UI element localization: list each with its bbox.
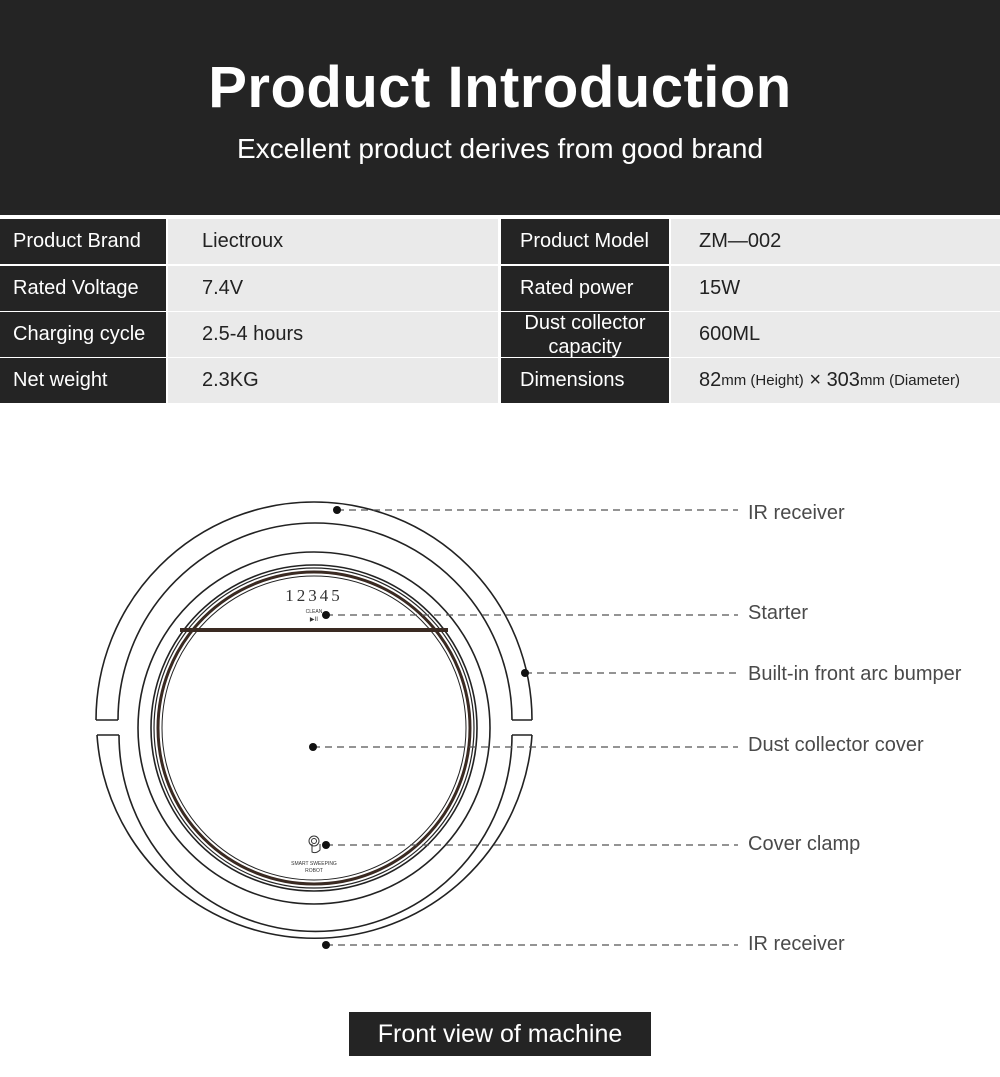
bumper-inner-ring-lower: [119, 735, 512, 931]
callout-starter: Starter: [748, 602, 809, 624]
robot-diagram: [0, 440, 1000, 1000]
robot-brand-line1: SMART SWEEPING: [291, 861, 337, 867]
callout-dot-ir-bottom: [322, 941, 330, 949]
spec-value: 15W: [671, 266, 1000, 311]
callout-front-bumper: Built-in front arc bumper: [748, 663, 962, 685]
spec-value-dimensions: [671, 358, 1000, 403]
spec-label: Charging cycle: [0, 312, 166, 357]
spec-label: Product Brand: [0, 219, 166, 264]
callout-ir-receiver-top: IR receiver: [748, 502, 845, 524]
spec-table: [0, 219, 1000, 405]
callout-dust-collector-cover: Dust collector cover: [748, 734, 924, 756]
callout-dot-dust-cover: [309, 743, 317, 751]
page-title: Product Introduction: [208, 55, 792, 120]
diagram-caption: Front view of machine: [349, 1012, 651, 1056]
dimension-diameter-unit: mm (Diameter): [859, 372, 960, 389]
header-banner: [0, 0, 1000, 215]
spec-row: [0, 266, 1000, 311]
spec-value: 600ML: [671, 312, 1000, 357]
spec-label-line: Dust collector: [524, 311, 646, 334]
callout-dot-starter: [322, 611, 330, 619]
spec-label: [501, 312, 669, 357]
play-pause-icon: ▶II: [309, 616, 319, 623]
mode-numbers: 12345: [285, 586, 343, 605]
callout-dot-ir-top: [333, 506, 341, 514]
spec-value: Liectroux: [168, 219, 498, 264]
spec-row: [0, 219, 1000, 264]
callout-dot-bumper: [521, 669, 529, 677]
spec-label: Product Model: [501, 219, 669, 264]
dimension-height-unit: mm (Height): [721, 372, 804, 389]
callout-dot-cover-clamp: [322, 841, 330, 849]
dimension-height-number: 82: [699, 369, 722, 391]
spec-label-line: capacity: [548, 335, 622, 358]
spec-label: Rated Voltage: [0, 266, 166, 311]
spec-value: 2.5-4 hours: [168, 312, 498, 357]
spec-label: Rated power: [501, 266, 669, 311]
dimension-times: ×: [803, 369, 827, 391]
spec-value: 7.4V: [168, 266, 498, 311]
robot-brand-line2: ROBOT: [305, 868, 323, 874]
callout-cover-clamp: Cover clamp: [748, 833, 861, 855]
dimension-diameter-number: 303: [826, 369, 860, 391]
spec-value: 2.3KG: [168, 358, 498, 403]
cover-clamp-icon: [309, 836, 320, 853]
spec-label: Dimensions: [501, 358, 669, 403]
spec-label: Net weight: [0, 358, 166, 403]
page-subtitle: Excellent product derives from good brand: [236, 133, 764, 164]
callout-ir-receiver-bottom: IR receiver: [748, 933, 845, 955]
clean-button-label: CLEAN: [305, 609, 323, 615]
spec-value: ZM—002: [671, 219, 1000, 264]
spec-row: [0, 312, 1000, 357]
spec-row: [0, 358, 1000, 403]
